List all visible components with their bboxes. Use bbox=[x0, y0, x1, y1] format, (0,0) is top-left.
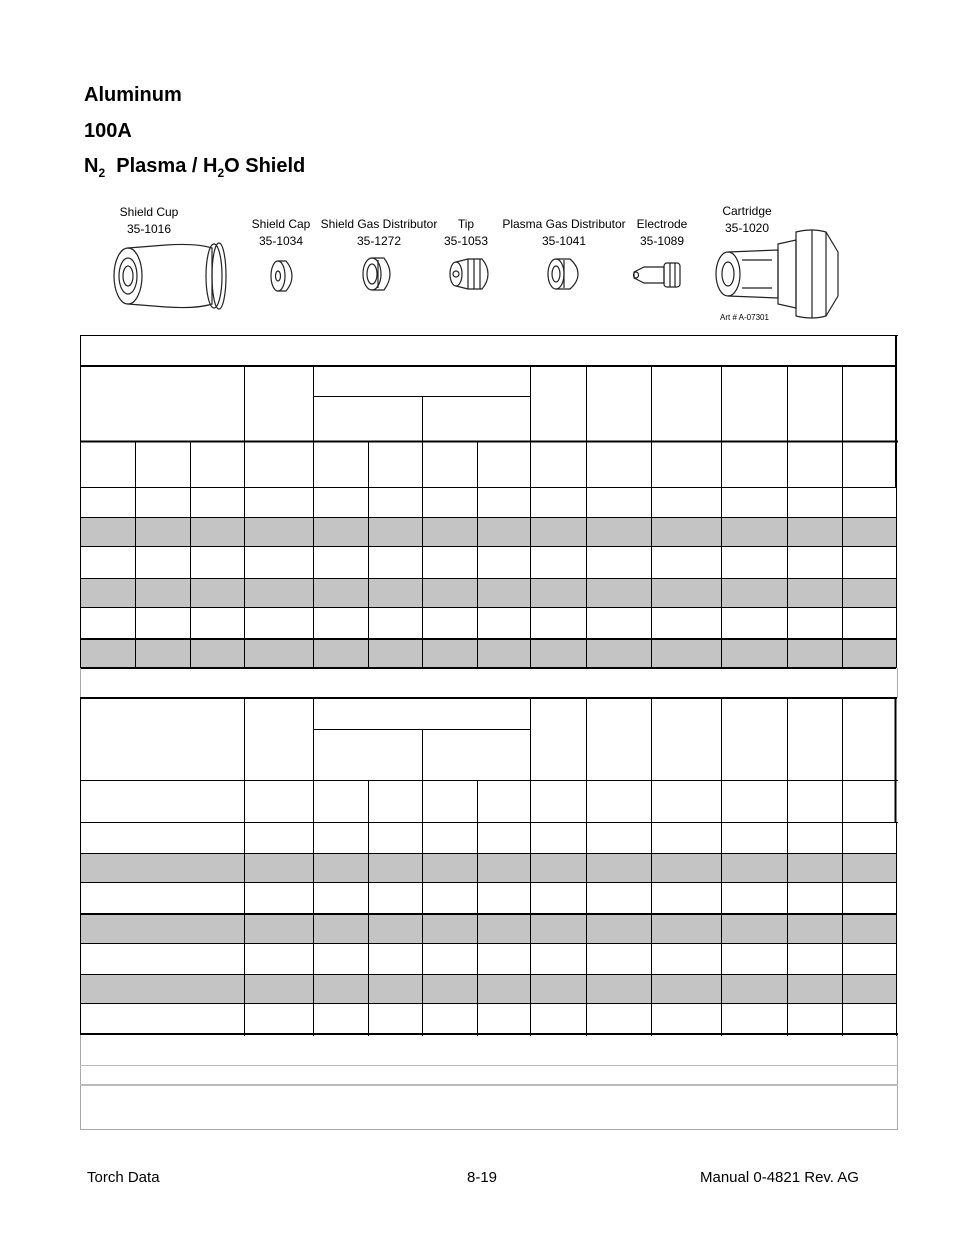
part-number: 35-1016 bbox=[126, 222, 172, 236]
cartridge-image bbox=[712, 222, 846, 322]
table1-top-border bbox=[80, 335, 898, 336]
part-label-shield-cap bbox=[252, 216, 311, 250]
shield-cap-image bbox=[266, 258, 296, 294]
part-number: 35-1053 bbox=[443, 234, 489, 248]
notes-divider bbox=[80, 1065, 898, 1066]
footer-manual-number: Manual 0-4821 Rev. AG bbox=[700, 1169, 859, 1186]
part-name: Plasma Gas Distributor bbox=[502, 217, 626, 231]
gas-heading bbox=[84, 155, 305, 180]
part-name: Electrode bbox=[636, 217, 688, 231]
part-name: Shield Gas Distributor bbox=[320, 217, 438, 231]
shield-gas-distributor-image bbox=[358, 254, 396, 294]
electrode-image bbox=[630, 258, 688, 292]
footer-section: Torch Data bbox=[87, 1169, 160, 1186]
part-name: Tip bbox=[457, 217, 475, 231]
part-number: 35-1041 bbox=[541, 234, 587, 248]
part-label-tip bbox=[444, 216, 488, 250]
amperage-heading: 100A bbox=[84, 120, 132, 142]
part-label-plasma-gas-distributor bbox=[502, 216, 625, 250]
part-name: Shield Cup bbox=[119, 205, 179, 219]
part-number: 35-1272 bbox=[356, 234, 402, 248]
part-number: 35-1089 bbox=[639, 234, 685, 248]
shield-cup-image bbox=[106, 240, 230, 312]
part-label-electrode bbox=[637, 216, 688, 250]
plasma-gas-distributor-image bbox=[544, 254, 584, 294]
shield-gas-subscript: 2 bbox=[217, 166, 225, 180]
part-label-shield-cup bbox=[120, 204, 179, 238]
part-name: Shield Cap bbox=[251, 217, 311, 231]
material-heading: Aluminum bbox=[84, 84, 182, 106]
part-label-shield-gas-distributor bbox=[321, 216, 438, 250]
plasma-gas-subscript: 2 bbox=[98, 166, 106, 180]
tip-image bbox=[444, 254, 492, 294]
plasma-gas-label: Plasma / H bbox=[116, 155, 218, 177]
plasma-gas-symbol: N bbox=[84, 155, 99, 177]
part-number: 35-1020 bbox=[724, 221, 770, 235]
shield-gas-label: O Shield bbox=[224, 155, 306, 177]
footer-page-number: 8-19 bbox=[467, 1169, 498, 1186]
art-number: Art # A-07301 bbox=[720, 313, 769, 322]
table-gap-band bbox=[80, 668, 898, 698]
part-number: 35-1034 bbox=[258, 234, 304, 248]
part-name: Cartridge bbox=[722, 204, 772, 218]
table2-body-grid bbox=[80, 853, 898, 1036]
table1-body-grid bbox=[80, 487, 898, 669]
notes-box bbox=[80, 1035, 898, 1130]
notes-divider bbox=[80, 1084, 898, 1086]
